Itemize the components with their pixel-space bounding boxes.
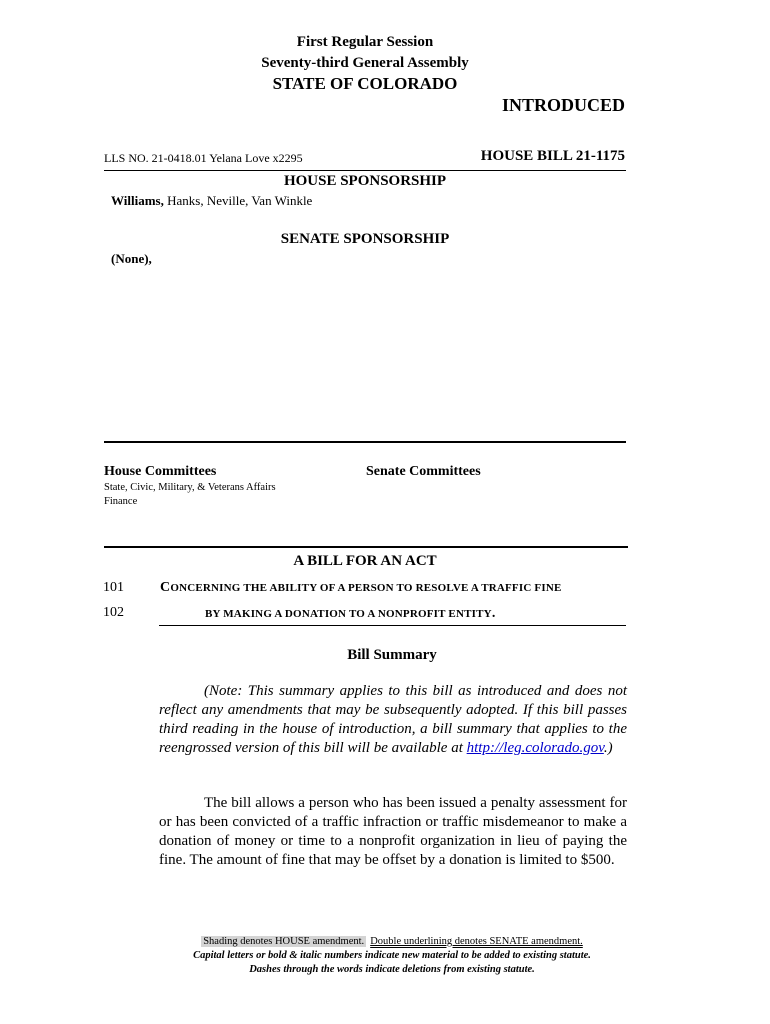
summary-note bbox=[159, 682, 627, 758]
bill-title-line bbox=[205, 606, 496, 622]
senate-committees-title: Senate Committees bbox=[366, 464, 481, 479]
session-label: First Regular Session bbox=[296, 34, 434, 50]
house-committees-title: House Committees bbox=[104, 464, 217, 479]
footer-capitals-note: Capital letters or bold & italic numbers indicate new material to be added to existing statute. bbox=[193, 950, 591, 961]
title-end: . bbox=[491, 606, 496, 621]
assembly-label: Seventy-third General Assembly bbox=[261, 55, 469, 71]
house-sponsorship-title: HOUSE SPONSORSHIP bbox=[283, 173, 447, 189]
summary-body: The bill allows a person who has been issued a penalty assessment for or has been convicted of a traffic infraction or traffic misdemeanor to make a donation of money or time to a nonprofit organization in lieu of paying the fine. The amount of fine that may be offset by a donation is limited to $500. bbox=[159, 795, 627, 868]
legislature-link[interactable]: http://leg.colorado.gov bbox=[466, 740, 604, 756]
title-initial: C bbox=[160, 580, 171, 595]
committee-item: Finance bbox=[104, 496, 138, 507]
house-amendment-note: Shading denotes HOUSE amendment. bbox=[203, 936, 365, 947]
senate-sponsorship-title: SENATE SPONSORSHIP bbox=[280, 231, 450, 247]
senate-amendment-note: Double underlining denotes SENATE amendment. bbox=[370, 936, 583, 947]
divider bbox=[159, 625, 626, 626]
line-number: 102 bbox=[103, 605, 124, 620]
divider bbox=[104, 441, 626, 443]
title-text: ONCERNING THE ABILITY OF A PERSON TO RESOLVE A TRAFFIC FINE bbox=[170, 582, 562, 594]
note-end: .) bbox=[603, 740, 613, 756]
house-sponsors bbox=[111, 193, 312, 209]
co-sponsors: Hanks, Neville, Van Winkle bbox=[167, 193, 313, 208]
title-text: BY MAKING A DONATION TO A NONPROFIT ENTITY bbox=[205, 608, 492, 620]
bill-status: INTRODUCED bbox=[501, 95, 625, 115]
bill-number: HOUSE BILL 21-1175 bbox=[480, 148, 625, 164]
act-title: A BILL FOR AN ACT bbox=[293, 553, 437, 569]
divider bbox=[104, 546, 628, 548]
lls-number: LLS NO. 21-0418.01 Yelana Love x2295 bbox=[104, 151, 303, 165]
committee-item: State, Civic, Military, & Veterans Affairs bbox=[104, 482, 276, 493]
house-committees-list bbox=[104, 481, 276, 509]
line-number: 101 bbox=[103, 580, 124, 595]
footer-dashes-note: Dashes through the words indicate deletions from existing statute. bbox=[249, 964, 535, 975]
state-label: STATE OF COLORADO bbox=[272, 74, 458, 93]
bill-title-line bbox=[160, 580, 562, 596]
divider bbox=[104, 170, 626, 171]
senate-sponsors: (None), bbox=[111, 251, 152, 266]
note-text: (Note: This summary applies to this bill as introduced and does not reflect any amendments that may be subsequently adopted. If this bill passes third reading in the house of introduction, a bill summary that applies to the reengrossed version of this bill will be available at bbox=[159, 683, 627, 756]
bill-summary-title: Bill Summary bbox=[347, 647, 437, 663]
prime-sponsor: Williams, bbox=[111, 193, 164, 208]
footer-legend bbox=[0, 936, 770, 947]
